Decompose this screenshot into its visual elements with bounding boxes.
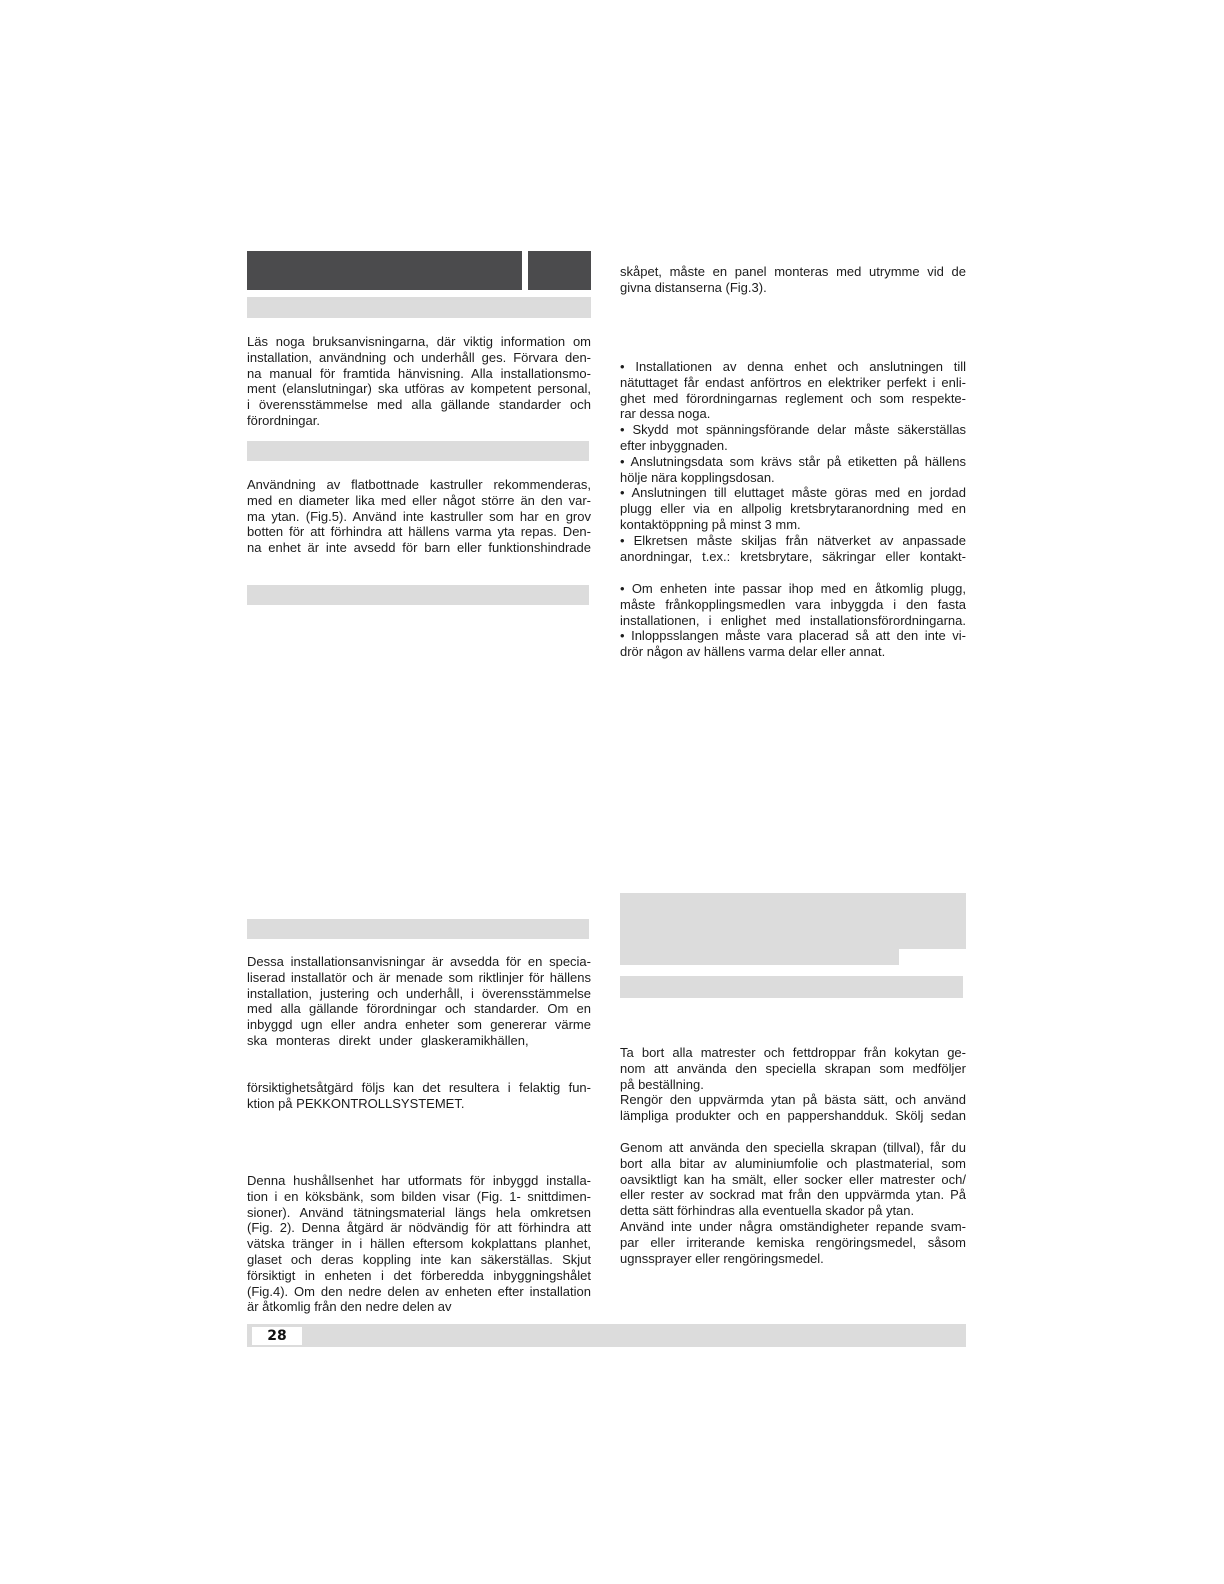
text-line: installation, justering och underhåll, i överensstämmelse	[247, 985, 591, 1001]
text-line: detta sätt förhindras alla eventuella skador på ytan.	[620, 1203, 915, 1219]
page-number: 28	[252, 1327, 302, 1345]
section-heading-bar	[620, 976, 963, 998]
text-line: sioner). Använd tätningsmaterial längs hela omkretsen	[247, 1204, 591, 1220]
text-line: ment (elanslutningar) ska utföras av kompetent personal,	[247, 381, 591, 397]
text-line: efter inbyggnaden.	[620, 437, 728, 453]
paragraph-installation-intro	[247, 954, 591, 1049]
text-line: liserad installatör och är menade som riktlinjer för hällens	[247, 969, 591, 985]
text-line: förordningar.	[247, 412, 320, 428]
paragraph-cleaning	[620, 1045, 966, 1124]
text-line: givna distanserna (Fig.3).	[620, 279, 767, 295]
section-heading-bar	[247, 585, 589, 605]
text-line: installation, användning och underhåll ges. Förvara den-	[247, 349, 591, 365]
text-line: kontaktöppning på minst 3 mm.	[620, 516, 801, 532]
text-line: Rengör den uppvärmda ytan på bästa sätt, och använd	[620, 1092, 966, 1108]
footer-bar	[247, 1324, 966, 1347]
text-line: botten för att förhindra att hällens varma yta repas. Den-	[247, 524, 591, 540]
text-line: glaset och deras koppling inte kan säkerställas. Skjut	[247, 1251, 591, 1267]
text-line: bort alla bitar av aluminiumfolie och plastmaterial, som	[620, 1155, 966, 1171]
chapter-heading-block	[620, 893, 966, 949]
text-line: • Installationen av denna enhet och anslutningen till	[620, 359, 966, 374]
text-line: • Anslutningen till eluttaget måste göras med en jordad	[620, 485, 966, 501]
paragraph-cookware	[247, 477, 591, 556]
text-line: • Anslutningsdata som krävs står på etiketten på hällens	[620, 453, 966, 469]
text-line: na enhet är inte avsedd för barn eller funktionshindrade	[247, 540, 591, 556]
text-line: drör någon av hällens varma delar eller annat.	[620, 644, 886, 660]
text-line: par eller irriterande kemiska rengöringsmedel, såsom	[620, 1234, 966, 1250]
text-line: anordningar, t.ex.: kretsbrytare, säkringar eller kontakt-	[620, 548, 966, 564]
paragraph-electrical-requirements	[620, 359, 966, 564]
text-line: • Inloppsslangen måste vara placerad så att den inte vi-	[620, 628, 966, 644]
text-line: är åtkomlig från den nedre delen av	[247, 1299, 452, 1315]
header-title-bar	[247, 251, 522, 290]
section-heading-bar	[247, 297, 591, 318]
text-line: • Om enheten inte passar ihop med en åtkomlig plugg,	[620, 581, 966, 596]
text-line: eller rester av sockrad mat från den uppvärmda ytan. På	[620, 1187, 966, 1203]
text-line: i överensstämmelse med alla gällande standarder och	[247, 397, 591, 413]
section-heading-bar	[247, 919, 589, 939]
text-line: nom att använda den speciella skrapan som medföljer	[620, 1060, 966, 1076]
header-tab-box	[528, 251, 591, 290]
text-line: ma ytan. (Fig.5). Använd inte kastruller som har en grov	[247, 508, 591, 524]
text-line: oavsiktligt kan ha smält, eller socker eller matrester och/	[620, 1171, 966, 1187]
text-line: Användning av flatbottnade kastruller rekommenderas,	[247, 477, 591, 492]
text-line: Genom att använda den speciella skrapan (tillval), får du	[620, 1140, 966, 1155]
text-line: hölje nära kopplingsdosan.	[620, 469, 775, 485]
text-line: Denna hushållsenhet har utformats för inbyggd installa-	[247, 1173, 591, 1188]
text-line: nätuttaget får endast anförtros en elektriker perfekt i enli-	[620, 374, 966, 390]
text-line: installationen, i enlighet med installationsförordningarna.	[620, 612, 966, 628]
text-line: med en diameter lika med eller något större än den var-	[247, 492, 591, 508]
paragraph-electrical-continued	[620, 581, 966, 660]
text-line: på beställning.	[620, 1076, 704, 1092]
text-line: (Fig.4). Om den nedre delen av enheten efter installation	[247, 1283, 591, 1299]
text-line: Dessa installationsanvisningar är avsedda för en specia-	[247, 954, 591, 969]
section-heading-bar	[247, 441, 589, 461]
text-line: • Elkretsen måste skiljas från nätverket av anpassade	[620, 532, 966, 548]
text-line: rar dessa noga.	[620, 406, 711, 422]
text-line: Läs noga bruksanvisningarna, där viktig information om	[247, 334, 591, 349]
paragraph-intro	[247, 334, 591, 429]
text-line: vätska tränger in i hällen eftersom kokplattans planhet,	[247, 1236, 591, 1252]
text-line: ugnssprayer eller rengöringsmedel.	[620, 1250, 824, 1266]
text-line: plugg eller via en allpolig kretsbrytaranordning med en	[620, 501, 966, 517]
chapter-heading-block-tail	[620, 949, 899, 965]
text-line: med alla gällande förordningar och standarder. Om en	[247, 1001, 591, 1017]
text-line: måste frånkopplingsmedlen vara inbyggda i den fasta	[620, 596, 966, 612]
paragraph-mounting-continued	[620, 264, 966, 296]
text-line: ktion på PEKKONTROLLSYSTEMET.	[247, 1095, 465, 1111]
text-line: skåpet, måste en panel monteras med utrymme vid de	[620, 264, 966, 279]
text-line: försiktigt in enheten i det förberedda inbyggningshålet	[247, 1267, 591, 1283]
text-line: (Fig. 2). Denna åtgärd är nödvändig för att förhindra att	[247, 1220, 591, 1236]
paragraph-scraper	[620, 1140, 966, 1266]
paragraph-warning	[247, 1080, 591, 1112]
text-line: tion i en köksbänk, som bilden visar (Fig. 1- snittdimen-	[247, 1188, 591, 1204]
text-line: • Skydd mot spänningsförande delar måste säkerställas	[620, 422, 966, 438]
text-line: lämpliga produkter och en pappershandduk. Skölj sedan	[620, 1108, 966, 1124]
text-line: Använd inte under några omständigheter repande svam-	[620, 1218, 966, 1234]
paragraph-mounting	[247, 1173, 591, 1315]
text-line: försiktighetsåtgärd följs kan det resultera i felaktig fun-	[247, 1080, 591, 1095]
text-line: inbyggd ugn eller andra enheter som genererar värme	[247, 1017, 591, 1033]
text-line: ska monteras direkt under glaskeramikhällen,	[247, 1032, 529, 1048]
text-line: ghet med förordningarnas reglement och som respekte-	[620, 390, 966, 406]
text-line: Ta bort alla matrester och fettdroppar från kokytan ge-	[620, 1045, 966, 1060]
text-line: na manual för framtida hänvisning. Alla installationsmo-	[247, 365, 591, 381]
